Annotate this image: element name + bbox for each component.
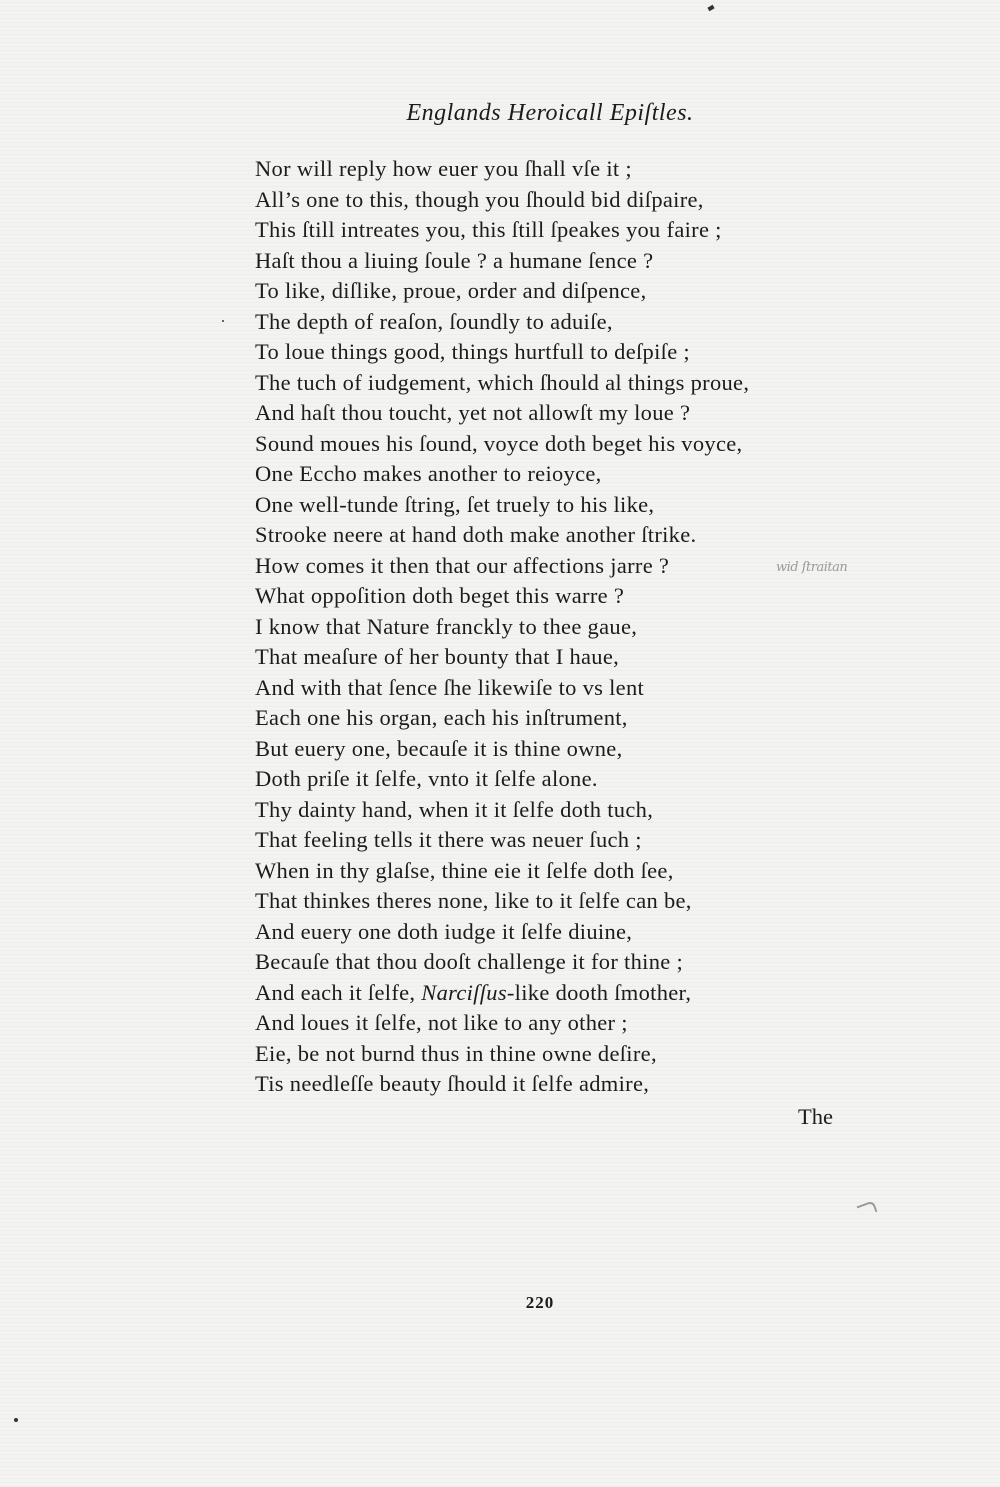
poem-line: Nor will reply how euer you ſhall vſe it ; bbox=[255, 156, 632, 181]
poem-line: And euery one doth iudge it ſelfe diuine, bbox=[255, 918, 633, 944]
poem-line: Each one his organ, each his inſtrument, bbox=[255, 705, 628, 730]
poem-line: Sound moues his ſound, voyce doth beget his voyce, bbox=[255, 430, 743, 456]
poem-line: And loues it ſelfe, not like to any other ; bbox=[255, 1010, 628, 1035]
poem-line: How comes it then that our affections jarre ? bbox=[255, 552, 670, 578]
poem-line: The tuch of iudgement, which ſhould al things proue, bbox=[255, 369, 750, 395]
poem-line: Strooke neere at hand doth make another ſtrike. bbox=[255, 522, 697, 547]
poem-line: To loue things good, things hurtfull to deſpiſe ; bbox=[255, 339, 690, 364]
poem-line-narcissus bbox=[255, 978, 749, 1009]
poem-line: That feeling tells it there was neuer ſuch ; bbox=[255, 827, 642, 852]
line-prefix: And each it ſelfe, bbox=[255, 979, 422, 1005]
poem-line: Haſt thou a liuing ſoule ? a humane ſence ? bbox=[255, 247, 654, 273]
poem-line: Thy dainty hand, when it it ſelfe doth tuch, bbox=[255, 796, 654, 822]
poem-line: That meaſure of her bounty that I haue, bbox=[255, 644, 620, 669]
ink-dot-mark bbox=[14, 1418, 18, 1422]
poem-line: Becauſe that thou dooſt challenge it for thine ; bbox=[255, 949, 684, 974]
poem-line: Eie, be not burnd thus in thine owne deſire, bbox=[255, 1040, 657, 1066]
poem-line: The depth of reaſon, ſoundly to aduiſe, bbox=[255, 308, 613, 334]
poem-line: And haſt thou toucht, yet not allowſt my loue ? bbox=[255, 400, 691, 425]
ink-dot-mark bbox=[222, 320, 224, 322]
poem-line: Tis needleſſe beauty ſhould it ſelfe admire, bbox=[255, 1071, 650, 1096]
pencil-mark bbox=[856, 1200, 877, 1217]
running-title: Englands Heroicall Epiſtles. bbox=[406, 100, 694, 126]
poem-line: That thinkes theres none, like to it ſelfe can be, bbox=[255, 888, 692, 913]
poem-line: All’s one to this, though you ſhould bid diſpaire, bbox=[255, 186, 704, 212]
poem-line: This ſtill intreates you, this ſtill ſpeakes you faire ; bbox=[255, 217, 722, 242]
ink-speck-mark bbox=[707, 5, 714, 11]
poem-line: To like, diſlike, proue, order and diſpence, bbox=[255, 278, 647, 303]
poem-line: When in thy glaſse, thine eie it ſelfe doth ſee, bbox=[255, 857, 674, 883]
catchword: The bbox=[798, 1104, 833, 1129]
poem-line: And with that ſence ſhe likewiſe to vs lent bbox=[255, 674, 645, 700]
line-suffix: -like bbox=[506, 979, 556, 1005]
poem-line: What oppoſition doth beget this warre ? bbox=[255, 583, 625, 608]
poem-line: But euery one, becauſe it is thine owne, bbox=[255, 735, 623, 761]
poem-text bbox=[255, 154, 749, 1100]
page-number: 220 bbox=[525, 1293, 555, 1312]
narcissus-italic: Narciſſus bbox=[421, 979, 507, 1005]
poem-line: I know that Nature franckly to thee gaue, bbox=[255, 613, 638, 639]
poem-line: Doth priſe it ſelfe, vnto it ſelfe alone. bbox=[255, 766, 598, 791]
poem-line: One well-tunde ſtring, ſet truely to his like, bbox=[255, 491, 655, 517]
handwritten-margin-note: wid ſtraitan bbox=[776, 560, 848, 575]
poem-line: One Eccho makes another to reioyce, bbox=[255, 461, 602, 486]
line-end: dooth ſmother, bbox=[555, 979, 692, 1005]
